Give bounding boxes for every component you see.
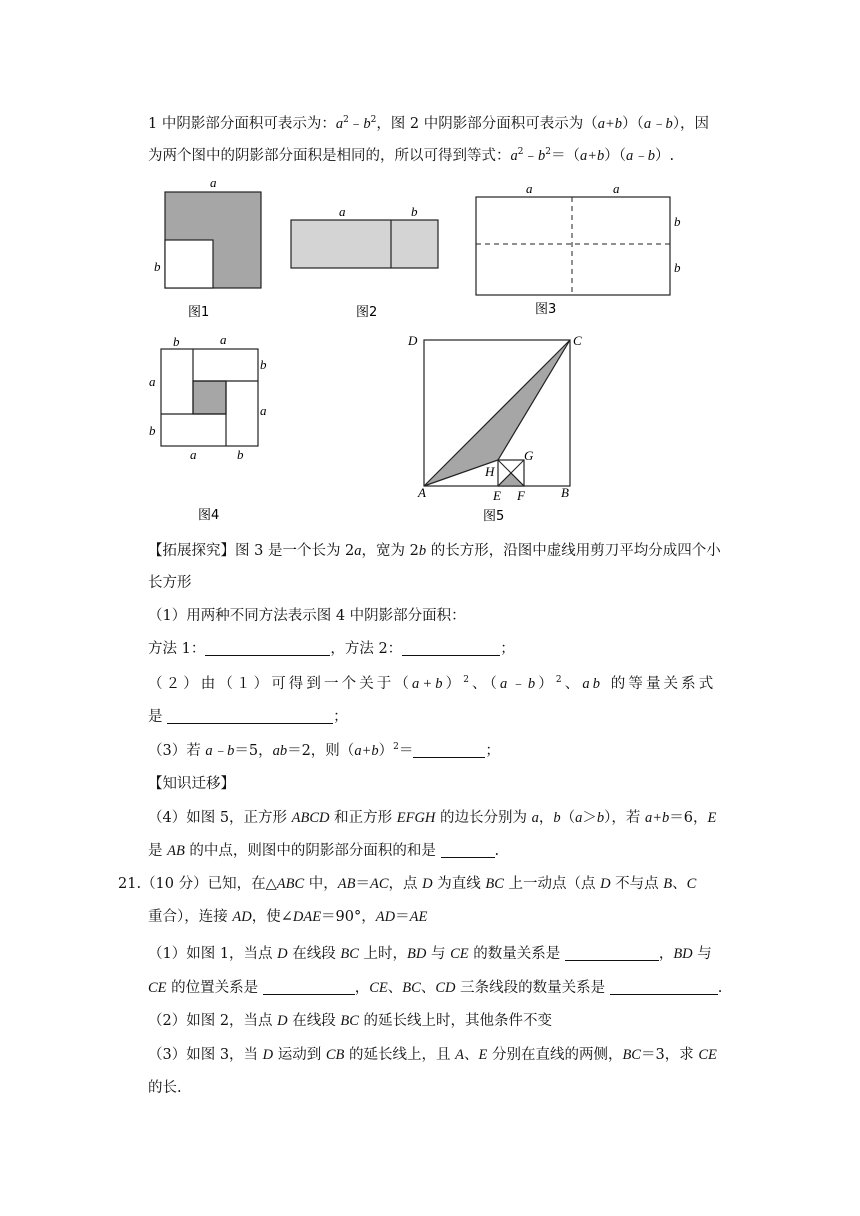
minus: ﹣ [523, 148, 538, 164]
text-fragment: （２）由（１）可得到一个关于（ [148, 676, 412, 692]
text-fragment: ） [445, 676, 464, 692]
text-fragment: （4）如图 5，正方形 [148, 810, 292, 826]
answer-blank-method-1[interactable] [205, 641, 330, 656]
text-fragment: 、 [420, 980, 436, 996]
var-b: b [418, 543, 427, 559]
text-fragment: ，方法 2： [330, 641, 403, 657]
text-fragment: 的中点，则图中的阴影部分面积的和是 [184, 843, 441, 859]
extension-line-2: 长方形 [148, 575, 192, 591]
fig4-label: a [190, 447, 197, 462]
figure-4 [149, 332, 267, 523]
question-4-line-2 [148, 841, 499, 861]
fig3-label-b2: b [674, 260, 681, 275]
expr: a+b [412, 676, 446, 692]
expr: a+b [354, 743, 379, 759]
answer-blank-q4[interactable] [441, 843, 495, 858]
var-b: b [596, 810, 605, 826]
answer-blank-s1-relation[interactable] [610, 980, 718, 995]
var-b: b [363, 116, 371, 132]
text-fragment: 的延长线上时，其他条件不变 [358, 1013, 553, 1029]
problem-number: 21. [118, 876, 142, 892]
figures-svg [0, 0, 860, 540]
text-fragment: （3）如图 3，当 [148, 1047, 263, 1063]
fig3-rect [476, 197, 670, 295]
text-fragment: ，使∠ [251, 909, 293, 925]
text-fragment: ， [354, 980, 370, 996]
expr: E [478, 1047, 488, 1063]
expr: BC [340, 946, 359, 962]
expr: ABCD [291, 810, 330, 826]
fig1-caption: 图1 [188, 305, 210, 320]
fig4-label: b [237, 447, 244, 462]
text-fragment: . [494, 843, 500, 859]
figure-1 [154, 175, 261, 320]
expr: BC [402, 980, 421, 996]
text-fragment: 的长方形，沿图中虚线用剪刀平均分成四个小 [426, 543, 721, 559]
subquestion-2 [148, 1011, 552, 1031]
fig5-label-A: A [418, 485, 426, 500]
text-fragment: 在线段 [287, 946, 341, 962]
expr: D [422, 876, 433, 892]
fig4-label: b [173, 334, 180, 349]
var-a: a [531, 810, 539, 826]
question-1: （1）用两种不同方法表示图 4 中阴影部分面积： [148, 608, 466, 624]
text-fragment: ）. [655, 148, 675, 164]
answer-blank-s1-position[interactable] [263, 980, 355, 995]
text-fragment: ＝3，求 [640, 1047, 699, 1063]
text-fragment: ＝ [355, 876, 370, 892]
answer-blank-q2[interactable] [167, 709, 333, 724]
expr: DAE [292, 909, 322, 925]
text-fragment: ＞ [582, 810, 597, 826]
text-fragment: 中， [304, 876, 338, 892]
text-fragment: （1）如图 1，当点 [148, 946, 278, 962]
text-fragment: 上时， [358, 946, 408, 962]
fig3-label-b1: b [674, 214, 681, 229]
expr: BC [485, 876, 504, 892]
answer-blank-q3[interactable] [413, 743, 485, 758]
text-fragment: ； [485, 743, 500, 759]
fig5-label-B: B [561, 485, 569, 500]
text-fragment: 三条线段的数量关系是 [455, 980, 610, 996]
figure-5 [407, 333, 582, 524]
expr: D [277, 946, 288, 962]
text-fragment: 在线段 [287, 1013, 341, 1029]
question-3 [148, 741, 500, 761]
var-a: a [335, 116, 344, 132]
text-fragment: 的延长线上，且 [344, 1047, 456, 1063]
text-fragment: 上一动点（点 [503, 876, 601, 892]
fig5-label-G: G [524, 448, 534, 463]
text-fragment: 、（ [472, 676, 500, 692]
fig2-label-b: b [411, 204, 418, 219]
text-fragment: 与 [426, 946, 451, 962]
text-fragment: 、 [564, 676, 583, 692]
fig5-label-F: F [517, 488, 525, 503]
text-fragment: （10 分）已知，在△ [141, 876, 277, 892]
expr: CD [435, 980, 456, 996]
expr: a﹣b [643, 116, 673, 132]
expr: BD [673, 946, 693, 962]
var-a: a [510, 148, 518, 164]
text-fragment: 是 [148, 709, 168, 725]
expr: a+b [645, 810, 670, 826]
text-fragment: ）（ [604, 148, 627, 164]
fig4-caption: 图4 [198, 508, 220, 523]
text-fragment: 、 [463, 1047, 479, 1063]
exp: 2 [463, 675, 473, 685]
expr: CB [325, 1047, 345, 1063]
text-fragment: 的边长分别为 [435, 810, 532, 826]
text-fragment: ），因 [672, 116, 710, 132]
expr: A [455, 1047, 464, 1063]
text-fragment: ） [538, 676, 556, 692]
figure-2 [291, 204, 438, 320]
text-fragment: 分别在直线的两侧， [487, 1047, 623, 1063]
expr: CE [369, 980, 388, 996]
answer-blank-method-2[interactable] [402, 641, 500, 656]
var-a: a [575, 810, 583, 826]
expr: C [686, 876, 697, 892]
fig5-label-C: C [573, 333, 582, 348]
expr: B [663, 876, 673, 892]
text-fragment: 的等量关系式 [603, 676, 717, 692]
subquestion-1-line-2 [148, 978, 722, 998]
text-fragment: （ [560, 810, 576, 826]
text-fragment: 重合），连接 [148, 909, 233, 925]
fig5-label-E: E [493, 488, 501, 503]
expr: ab [582, 676, 604, 692]
minus: ﹣ [348, 116, 364, 132]
fig4-label: b [260, 357, 267, 372]
expr: CE [450, 946, 469, 962]
expr: AE [409, 909, 428, 925]
text-fragment: 不与点 [610, 876, 664, 892]
fig5-label-D: D [408, 333, 418, 348]
fig3-caption: 图3 [535, 302, 557, 317]
answer-blank-s1-quantity[interactable] [565, 946, 659, 961]
text-fragment: ） [378, 743, 394, 759]
knowledge-transfer-heading: 【知识迁移】 [148, 776, 235, 792]
text-fragment: 1 中阴影部分面积可表示为： [148, 116, 336, 132]
expr: D [262, 1047, 274, 1063]
var-b: b [537, 148, 546, 164]
exp: 2 [393, 742, 399, 752]
fig1-inner-square [165, 240, 213, 288]
text-fragment: 与 [692, 946, 712, 962]
text-fragment: ， [658, 946, 674, 962]
expr: ab [272, 743, 288, 759]
var-a: a [354, 543, 362, 559]
exp: 2 [517, 147, 524, 157]
expr: AB [337, 876, 356, 892]
expr: EFGH [396, 810, 436, 826]
text-fragment: （3）若 [148, 743, 206, 759]
text-fragment: （2）如图 2，当点 [148, 1013, 278, 1029]
subquestion-3-line-1 [148, 1045, 717, 1065]
text-fragment: ），若 [604, 810, 645, 826]
question-4-line-1 [148, 808, 716, 828]
fig1-label-b: b [154, 259, 161, 274]
fig4-label: a [149, 374, 156, 389]
fig3-label-a2: a [613, 181, 620, 196]
text-fragment: ， [538, 810, 554, 826]
extension-line-1 [148, 541, 721, 561]
figure-3 [476, 181, 681, 317]
expr: ABC [276, 876, 305, 892]
fig4-label: a [220, 332, 227, 347]
fig4-center [193, 381, 226, 414]
subquestion-1-line-1 [148, 944, 712, 964]
problem-21-line-2 [148, 907, 427, 927]
exp: 2 [343, 115, 349, 125]
text-fragment: ＝ [398, 743, 414, 759]
text-fragment: ＝5， [234, 743, 273, 759]
fig5-label-H: H [485, 464, 495, 479]
text-fragment: 运动到 [273, 1047, 326, 1063]
text-fragment: ＝90°， [321, 909, 376, 925]
fig5-caption: 图5 [483, 509, 505, 524]
expr: AD [232, 909, 252, 925]
fig2-caption: 图2 [356, 305, 378, 320]
text-fragment: ，宽为 2 [361, 543, 419, 559]
fig4-label: b [149, 423, 156, 438]
expr: D [600, 876, 611, 892]
expr: AD [375, 909, 396, 925]
text-fragment: 【拓展探究】图 3 是一个长为 2 [148, 543, 355, 559]
fig2-rect [291, 220, 438, 268]
fig1-label-a: a [210, 175, 217, 190]
text-fragment: ＝2，则（ [287, 743, 355, 759]
text-fragment: 是 [148, 843, 168, 859]
fig3-label-a1: a [526, 181, 533, 196]
expr: BC [622, 1047, 641, 1063]
question-2-line-2 [148, 707, 348, 727]
text-fragment: 为两个图中的阴影部分面积是相同的，所以可得到等式： [148, 148, 511, 164]
expr: E [707, 810, 717, 826]
text-fragment: ，图 2 中阴影部分面积可表示为（ [376, 116, 598, 132]
text-fragment: ，点 [388, 876, 423, 892]
expr: a+b [597, 116, 623, 132]
subquestion-3-line-2: 的长. [148, 1080, 182, 1096]
expr: AB [167, 843, 185, 859]
problem-21-line-1 [118, 874, 696, 894]
expr: a﹣b [205, 743, 235, 759]
text-fragment: ＝ [395, 909, 410, 925]
expr: D [277, 1013, 288, 1029]
expr: BC [340, 1013, 359, 1029]
method-line [148, 639, 515, 659]
text-fragment: ）（ [622, 116, 644, 132]
expr: BD [407, 946, 427, 962]
expr: a﹣b [626, 148, 656, 164]
fig2-label-a: a [339, 204, 346, 219]
text-fragment: 、 [387, 980, 403, 996]
text-fragment: 为直线 [432, 876, 486, 892]
text-fragment: ＝（ [550, 148, 580, 164]
var-b: b [553, 810, 561, 826]
expr: AC [370, 876, 389, 892]
text-fragment: ； [500, 641, 515, 657]
exp: 2 [370, 115, 377, 125]
text-fragment: ； [333, 709, 348, 725]
text-fragment: . [717, 980, 723, 996]
question-2-line-1 [148, 674, 716, 694]
fig4-label: a [260, 403, 267, 418]
text-fragment: 方法 1： [148, 641, 206, 657]
expr: a+b [579, 148, 605, 164]
exp: 2 [545, 147, 551, 157]
expr: CE [698, 1047, 717, 1063]
text-fragment: ＝6， [669, 810, 708, 826]
expr: CE [148, 980, 167, 996]
expr: a﹣b [499, 676, 539, 692]
text-fragment: 的位置关系是 [166, 980, 263, 996]
text-fragment: 的数量关系是 [468, 946, 565, 962]
text-fragment: 和正方形 [329, 810, 397, 826]
text-fragment: 、 [672, 876, 687, 892]
exp: 2 [555, 675, 565, 685]
